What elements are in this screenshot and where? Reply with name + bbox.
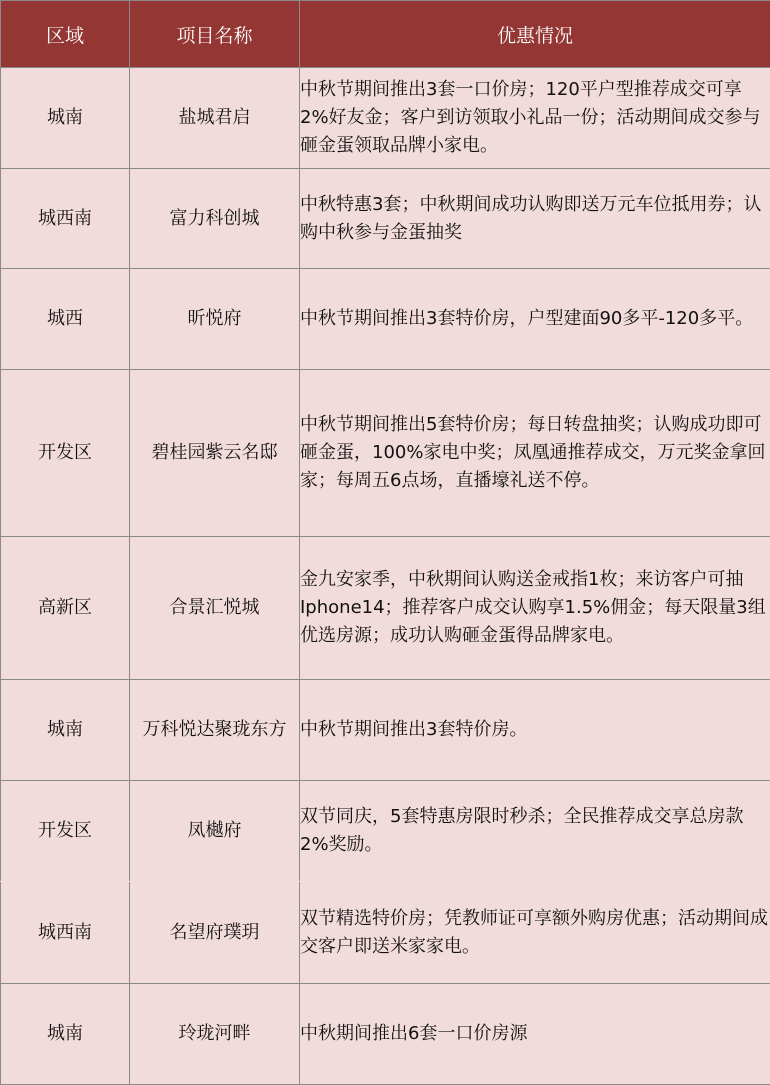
region-cell: 城西 — [1, 269, 130, 370]
project-cell: 碧桂园紫云名邸 — [130, 370, 300, 537]
project-cell: 富力科创城 — [130, 169, 300, 269]
offer-cell: 中秋节期间推出3套一口价房；120平户型推荐成交可享2%好友金；客户到访领取小礼品一份；活动期间成交参与砸金蛋领取品牌小家电。 — [300, 68, 770, 169]
offer-cell: 中秋节期间推出3套特价房，户型建面90多平-120多平。 — [300, 269, 770, 370]
header-row — [1, 1, 770, 68]
region-cell: 城西南 — [1, 882, 130, 984]
offer-cell: 双节精选特价房；凭教师证可享额外购房优惠；活动期间成交客户即送米家家电。 — [300, 882, 770, 984]
project-cell: 合景汇悦城 — [130, 537, 300, 680]
offer-cell: 中秋特惠3套；中秋期间成功认购即送万元车位抵用券；认购中秋参与金蛋抽奖 — [300, 169, 770, 269]
region-cell: 城南 — [1, 984, 130, 1085]
table-row — [1, 537, 770, 680]
table-row — [1, 169, 770, 269]
project-cell: 名望府璞玥 — [130, 882, 300, 984]
region-cell: 城南 — [1, 68, 130, 169]
offer-cell: 双节同庆，5套特惠房限时秒杀；全民推荐成交享总房款2%奖励。 — [300, 781, 770, 882]
region-cell: 城南 — [1, 680, 130, 781]
header-project: 项目名称 — [130, 1, 300, 68]
table-row — [1, 68, 770, 169]
table-row — [1, 984, 770, 1085]
header-region: 区域 — [1, 1, 130, 68]
offer-cell: 中秋期间推出6套一口价房源 — [300, 984, 770, 1085]
table-row — [1, 680, 770, 781]
project-cell: 盐城君启 — [130, 68, 300, 169]
region-cell: 开发区 — [1, 781, 130, 882]
header-offer: 优惠情况 — [300, 1, 770, 68]
project-cell: 凤樾府 — [130, 781, 300, 882]
region-cell: 城西南 — [1, 169, 130, 269]
table-row — [1, 781, 770, 882]
table-row — [1, 269, 770, 370]
offer-cell: 中秋节期间推出5套特价房；每日转盘抽奖；认购成功即可砸金蛋，100%家电中奖；凤凰通推荐成交，万元奖金拿回家；每周五6点场，直播壕礼送不停。 — [300, 370, 770, 537]
table-row — [1, 370, 770, 537]
table-row — [1, 882, 770, 984]
project-cell: 玲珑河畔 — [130, 984, 300, 1085]
offer-cell: 中秋节期间推出3套特价房。 — [300, 680, 770, 781]
project-cell: 昕悦府 — [130, 269, 300, 370]
offer-cell: 金九安家季，中秋期间认购送金戒指1枚；来访客户可抽Iphone14；推荐客户成交认购享1.5%佣金；每天限量3组优选房源；成功认购砸金蛋得品牌家电。 — [300, 537, 770, 680]
region-cell: 开发区 — [1, 370, 130, 537]
region-cell: 高新区 — [1, 537, 130, 680]
project-cell: 万科悦达聚珑东方 — [130, 680, 300, 781]
